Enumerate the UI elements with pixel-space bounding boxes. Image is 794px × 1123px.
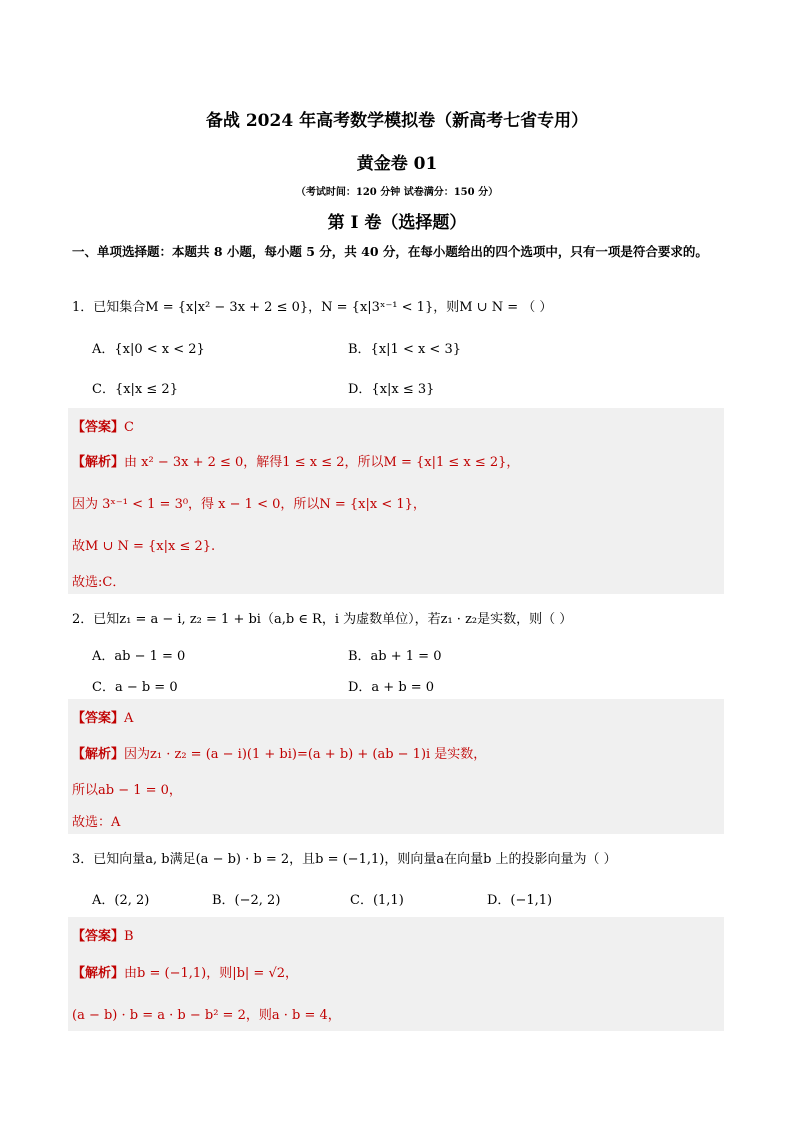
q3-answer-value: B bbox=[124, 929, 134, 944]
q2-analysis-line-1: 因为z₁ · z₂ = (a − i)(1 + bi)=(a + b) + (ab − 1)i 是实数， bbox=[124, 747, 487, 762]
q1-answer-value: C bbox=[124, 420, 134, 435]
q2-stem: 2．已知z₁ = a − i, z₂ = 1 + bi（a,b ∈ R，i 为虚数单位），若z₁ · z₂是实数，则（ ） bbox=[72, 612, 573, 627]
q1-analysis-line-3: 故M ∪ N = {x|x ≤ 2}. bbox=[72, 539, 216, 554]
q3-analysis bbox=[72, 962, 298, 981]
q1-answer bbox=[72, 416, 134, 435]
q2-option-d: D．a + b = 0 bbox=[348, 680, 435, 695]
exam-title: 备战 2024 年高考数学模拟卷（新高考七省专用） bbox=[205, 111, 589, 131]
q2-answer-value: A bbox=[124, 711, 134, 726]
q1-option-d: D．{x|x ≤ 3} bbox=[348, 382, 435, 397]
q3-option-d: D．(−1,1) bbox=[487, 893, 553, 908]
q2-analysis bbox=[72, 743, 486, 762]
q2-option-a: A．ab − 1 = 0 bbox=[92, 649, 186, 664]
q3-option-c: C．(1,1) bbox=[350, 893, 404, 908]
exam-meta: （考试时间：120 分钟 试卷满分：150 分） bbox=[295, 187, 499, 198]
q3-answer bbox=[72, 925, 134, 944]
q3-analysis-line-2: (a − b) · b = a · b − b² = 2，则a · b = 4， bbox=[72, 1008, 341, 1023]
q1-analysis-tag: 【解析】 bbox=[72, 455, 125, 470]
q3-analysis-line-1: 由b = (−1,1)，则|b| = √2， bbox=[124, 966, 298, 981]
q1-option-c: C．{x|x ≤ 2} bbox=[92, 382, 178, 397]
q3-option-a: A．(2, 2) bbox=[92, 893, 150, 908]
q1-answer-tag: 【答案】 bbox=[72, 420, 125, 435]
q1-analysis-line-1: 由 x² − 3x + 2 ≤ 0，解得1 ≤ x ≤ 2，所以M = {x|1 ≤ x ≤ 2}， bbox=[124, 455, 520, 470]
part-heading: 第 I 卷（选择题） bbox=[327, 213, 467, 233]
q2-analysis-line-2: 所以ab − 1 = 0， bbox=[72, 783, 182, 798]
q2-solution-box bbox=[68, 699, 724, 834]
q2-answer-tag: 【答案】 bbox=[72, 711, 125, 726]
q3-answer-tag: 【答案】 bbox=[72, 929, 125, 944]
q1-analysis-line-4: 故选:C． bbox=[72, 575, 126, 590]
section-intro: 一、单项选择题：本题共 8 小题，每小题 5 分，共 40 分，在每小题给出的四个选项中，只有一项是符合要求的。 bbox=[72, 244, 708, 259]
q1-stem: 1．已知集合M = {x|x² − 3x + 2 ≤ 0}，N = {x|3ˣ⁻¹ < 1}，则M ∪ N = （ ） bbox=[72, 300, 553, 315]
q1-analysis bbox=[72, 451, 519, 470]
q1-analysis-line-2: 因为 3ˣ⁻¹ < 1 = 3⁰，得 x − 1 < 0，所以N = {x|x < 1}， bbox=[72, 497, 426, 512]
q3-option-b: B．(−2, 2) bbox=[212, 893, 281, 908]
q2-answer bbox=[72, 707, 133, 726]
q2-option-b: B．ab + 1 = 0 bbox=[348, 649, 442, 664]
q1-option-b: B．{x|1 < x < 3} bbox=[348, 342, 461, 357]
q3-analysis-tag: 【解析】 bbox=[72, 966, 125, 981]
q2-analysis-tag: 【解析】 bbox=[72, 747, 125, 762]
exam-subtitle: 黄金卷 01 bbox=[356, 154, 438, 174]
q2-analysis-line-3: 故选：A bbox=[72, 815, 121, 830]
q1-option-a: A．{x|0 < x < 2} bbox=[92, 342, 205, 357]
q3-stem: 3．已知向量a, b满足(a − b) · b = 2，且b = (−1,1)，则向量a在向量b 上的投影向量为（ ） bbox=[72, 852, 617, 867]
q2-option-c: C．a − b = 0 bbox=[92, 680, 178, 695]
